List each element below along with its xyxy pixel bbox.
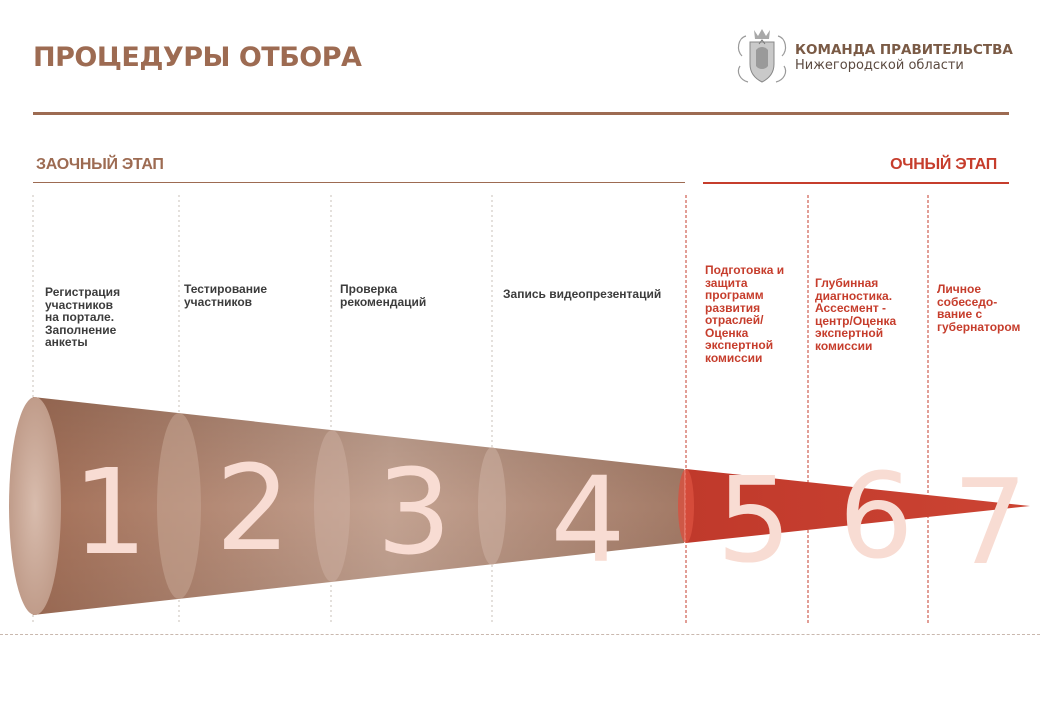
- page-title: ПРОЦЕДУРЫ ОТБОРА: [33, 42, 362, 73]
- funnel-section-ellipse: [157, 413, 201, 599]
- step-number-7: 7: [952, 453, 1028, 591]
- step-number-6: 6: [838, 447, 914, 585]
- step-label-7: Личное собеседо- вание с губернатором: [937, 282, 1021, 334]
- step-number-5: 5: [716, 451, 792, 589]
- step-label-3: Проверка рекомендаций: [340, 282, 427, 309]
- step-label-2: Тестирование участников: [184, 282, 268, 309]
- step-label-5: Подготовка и защита программ развития отраслей/ Оценка экспертной комиссии: [705, 263, 785, 365]
- step-label-4: Запись видеопрезентаций: [503, 287, 662, 301]
- funnel-section-ellipse: [9, 397, 61, 615]
- step-number-3: 3: [376, 443, 452, 581]
- funnel-section-ellipse: [478, 447, 506, 565]
- step-number-4: 4: [550, 451, 626, 589]
- org-name: КОМАНДА ПРАВИТЕЛЬСТВА: [795, 42, 1013, 58]
- stage-ochny-label: ОЧНЫЙ ЭТАП: [890, 156, 997, 173]
- bottom-divider: [0, 634, 1040, 635]
- step-number-2: 2: [215, 439, 291, 577]
- org-region: Нижегородской области: [795, 58, 964, 73]
- stage-zaochny-label: ЗАОЧНЫЙ ЭТАП: [36, 156, 164, 173]
- step-label-6: Глубинная диагностика. Ассесмент - центр/Оценка экспертной комиссии: [815, 276, 897, 353]
- step-number-1: 1: [72, 443, 148, 581]
- step-label-1: Регистрация участников на портале. Заполнение анкеты: [45, 285, 121, 349]
- funnel-section-ellipse: [314, 430, 350, 582]
- funnel-section-ellipse: [678, 469, 694, 543]
